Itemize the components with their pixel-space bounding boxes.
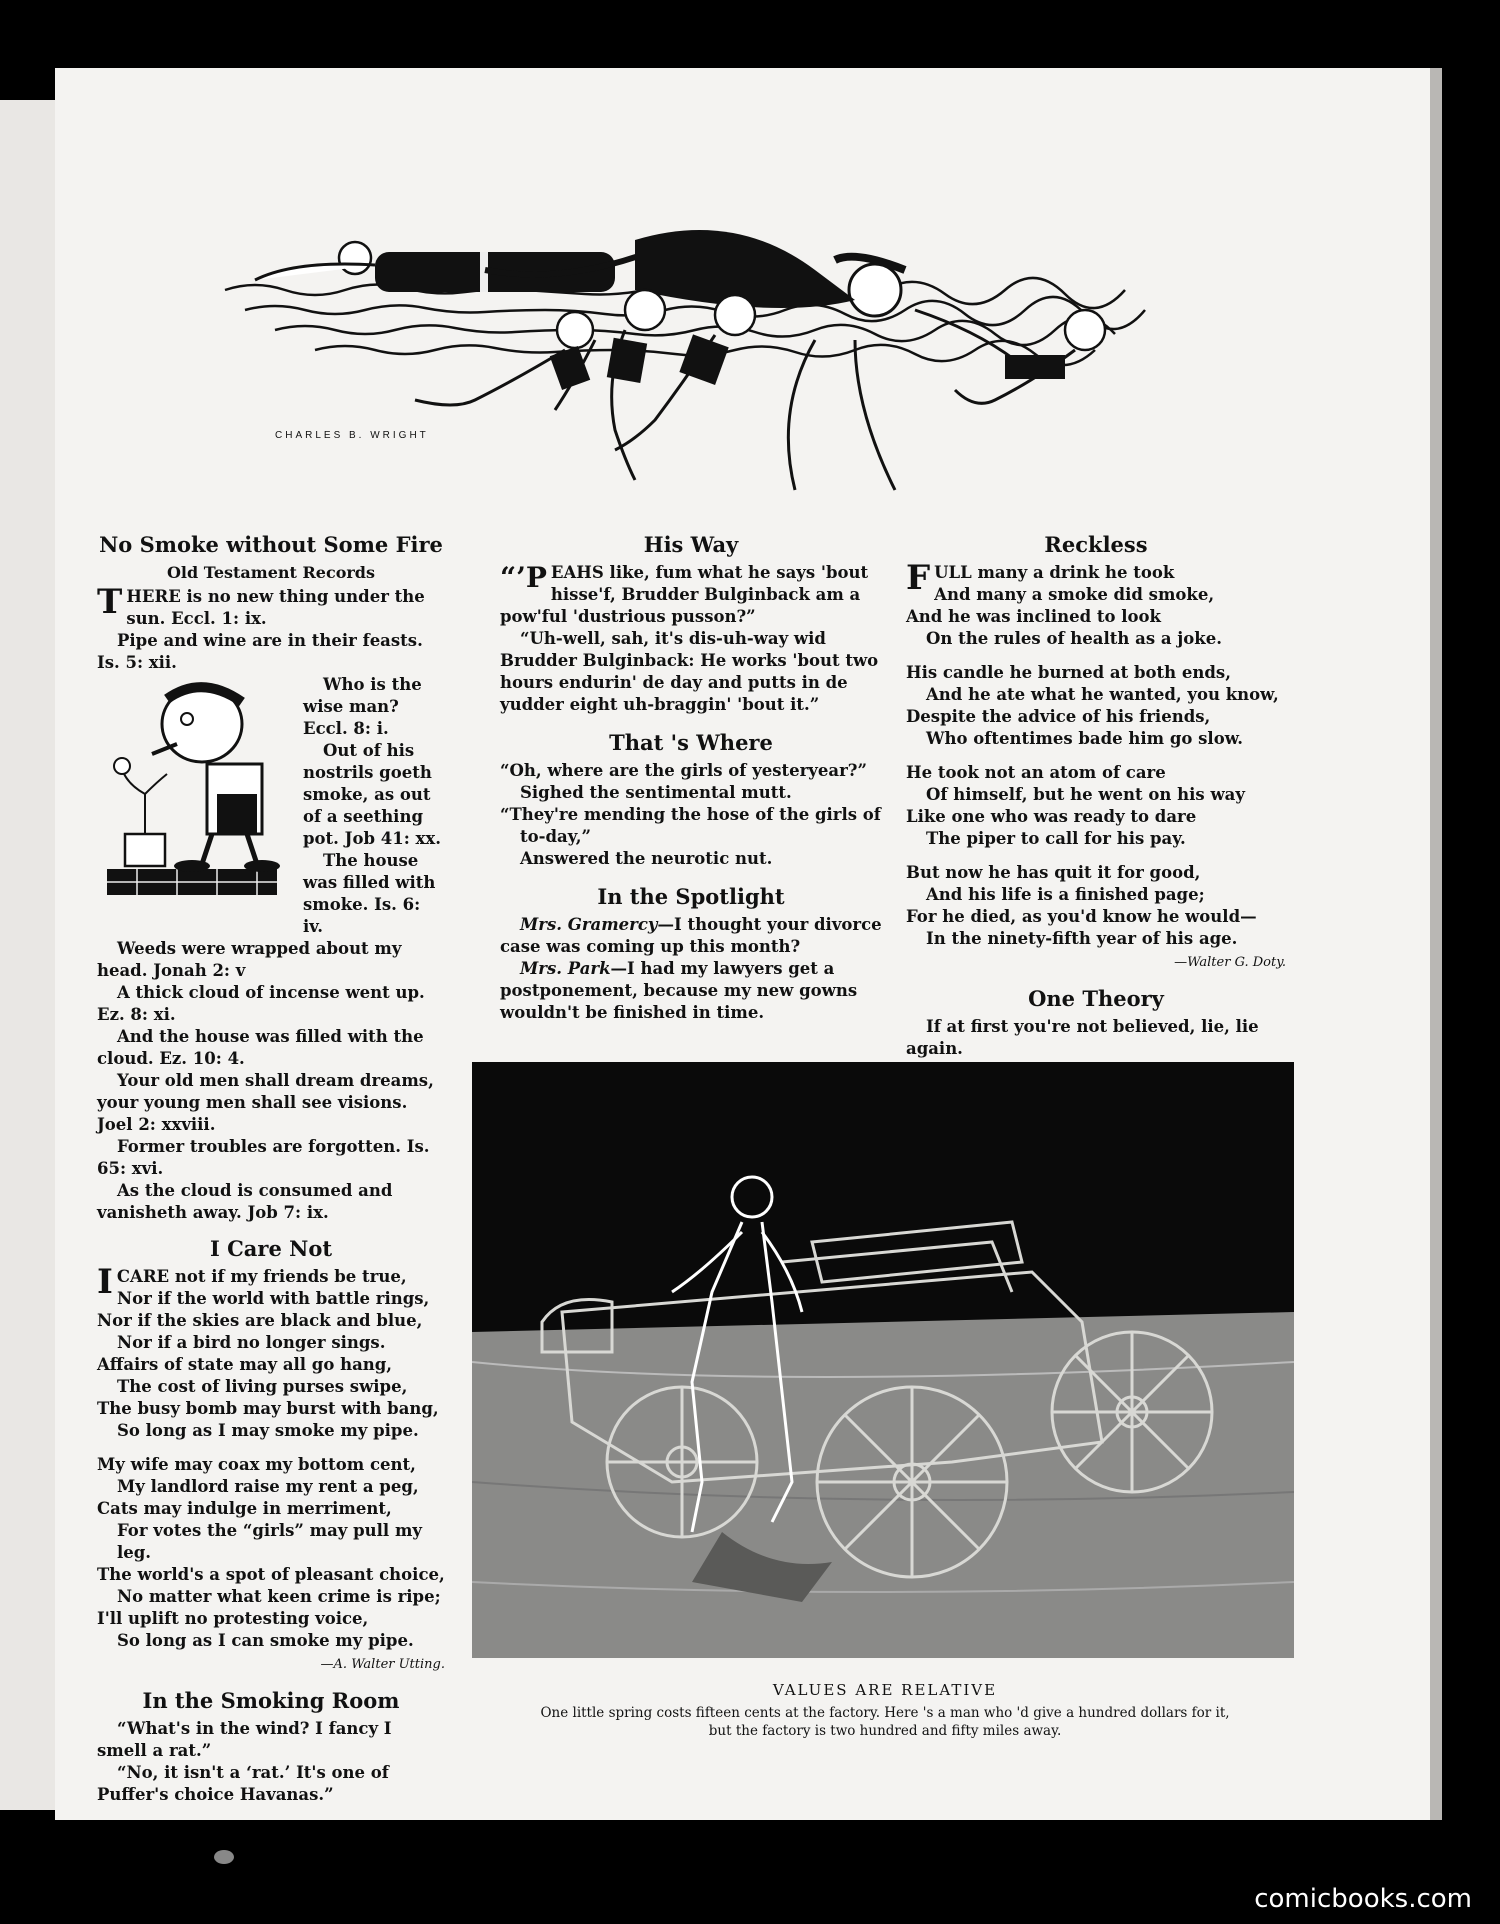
dropcap-t: T — [97, 582, 123, 622]
poem-line: CARE not if my friends be true, — [116, 1267, 407, 1286]
poem-line: Nor if the world with battle rings, — [117, 1289, 430, 1308]
spotlight-p1: —I thought your divorce case was coming up this month? — [500, 915, 882, 956]
poem-line: Nor if the skies are black and blue, — [97, 1311, 423, 1330]
caption-line-2: but the factory is two hundred and fifty miles away. — [708, 1723, 1062, 1739]
swimmers-illustration — [215, 210, 1215, 530]
poem-line: The world's a spot of pleasant choice, — [97, 1565, 445, 1584]
right-page-edge — [1430, 68, 1442, 1820]
speaker-park: Mrs. Park — [520, 959, 611, 978]
verse-8: And the house was filled with the cloud. Ez. 10: 4. — [97, 1027, 424, 1068]
poem-line: The piper to call for his pay. — [926, 829, 1186, 848]
poem-line: But now he has quit it for good, — [906, 863, 1201, 882]
verse-9: Your old men shall dream dreams, your young men shall see visions. Joel 2: xxviii. — [97, 1071, 434, 1134]
smoker-cartoon — [97, 674, 297, 899]
scan-artifact — [214, 1850, 234, 1864]
verse-3: Who is the wise man? Eccl. 8: i. — [303, 675, 422, 738]
poem-line: The cost of living purses swipe, — [117, 1377, 408, 1396]
verse-6: Weeds were wrapped about my head. Jonah 2: v — [97, 939, 402, 980]
poem-line: And many a smoke did smoke, — [934, 585, 1215, 604]
poem-line: I'll uplift no protesting voice, — [97, 1609, 369, 1628]
poem-line: So long as I may smoke my pipe. — [117, 1421, 419, 1440]
his-way-p2: “Uh-well, sah, it's dis-uh-way wid Brudder Bulginback: He works 'bout two hours endurin' de day and putts in de yudder eight uh-braggin' 'bout it.” — [500, 629, 879, 714]
poem-title-reckless: Reckless — [1044, 532, 1148, 557]
poem-line: His candle he burned at both ends, — [906, 663, 1231, 682]
poem-line: So long as I can smoke my pipe. — [117, 1631, 414, 1650]
poem-line: For votes the “girls” may pull my leg. — [117, 1521, 422, 1562]
poem-line: In the ninety-fifth year of his age. — [926, 929, 1238, 948]
poem-line: And his life is a finished page; — [926, 885, 1205, 904]
poem-line: Of himself, but he went on his way — [926, 785, 1245, 804]
where-line: “Oh, where are the girls of yesteryear?” — [500, 761, 867, 780]
dropcap-p: “’P — [500, 561, 547, 594]
where-line: “They're mending the hose of the girls of to-day,” — [500, 805, 881, 846]
his-way-p1: EAHS like, fum what he says 'bout hisse'f, Brudder Bulginback am a pow'ful 'dustrious pusson?” — [500, 563, 869, 626]
where-line: Sighed the sentimental mutt. — [520, 783, 792, 802]
smoking-p1: “What's in the wind? I fancy I smell a rat.” — [97, 1719, 392, 1760]
theory-text: If at first you're not believed, lie, lie again. — [906, 1017, 1259, 1058]
where-line: Answered the neurotic nut. — [520, 849, 773, 868]
poem-stanza-1 — [97, 1262, 445, 1442]
poem-line: Despite the advice of his friends, — [906, 707, 1211, 726]
poem-stanza-2 — [97, 1454, 445, 1652]
car-drawing — [472, 1062, 1294, 1658]
verse-4: Out of his nostrils goeth smoke, as out of a seething pot. Job 41: xx. — [303, 741, 441, 848]
reckless-stanza-3 — [906, 762, 1286, 850]
verse-7: A thick cloud of incense went up. Ez. 8: xi. — [97, 983, 425, 1024]
car-illustration — [472, 1062, 1294, 1658]
poem-line: Who oftentimes bade him go slow. — [926, 729, 1243, 748]
column-right — [906, 530, 1286, 1060]
poem-line: Affairs of state may all go hang, — [97, 1355, 393, 1374]
verse-5: The house was filled with smoke. Is. 6: iv. — [303, 851, 436, 936]
article-title-his-way: His Way — [643, 532, 739, 557]
dropcap-i: I — [97, 1262, 113, 1302]
poem-credit: —A. Walter Utting. — [320, 1657, 445, 1672]
poem-line: The busy bomb may burst with bang, — [97, 1399, 439, 1418]
poem-line: And he ate what he wanted, you know, — [926, 685, 1279, 704]
column-left — [97, 530, 445, 1806]
spotlight-p2: —I had my lawyers get a postponement, because my new gowns wouldn't be finished in time. — [500, 959, 858, 1022]
left-page-edge — [0, 100, 55, 1810]
poem-line: Cats may indulge in merriment, — [97, 1499, 392, 1518]
dropcap-f: F — [906, 558, 931, 598]
caption-text — [475, 1704, 1295, 1740]
reckless-stanza-4 — [906, 862, 1286, 950]
article-title-thats-where: That 's Where — [609, 730, 773, 755]
watermark: comicbooks.com — [1254, 1884, 1472, 1914]
speaker-gramercy: Mrs. Gramercy — [520, 915, 658, 934]
illustration-signature: CHARLES B. WRIGHT — [275, 430, 429, 441]
reckless-credit: —Walter G. Doty. — [1174, 955, 1286, 970]
poem-line: On the rules of health as a joke. — [926, 629, 1222, 648]
article-subtitle: Old Testament Records — [166, 563, 375, 582]
verse-10: Former troubles are forgotten. Is. 65: xvi. — [97, 1137, 430, 1178]
poem-line: Like one who was ready to dare — [906, 807, 1197, 826]
reckless-stanza-1 — [906, 558, 1286, 650]
poem-line: For he died, as you'd know he would— — [906, 907, 1257, 926]
verse-11: As the cloud is consumed and vanisheth away. Job 7: ix. — [97, 1181, 393, 1222]
reckless-stanza-2 — [906, 662, 1286, 750]
poem-line: My landlord raise my rent a peg, — [117, 1477, 419, 1496]
poem-line: My wife may coax my bottom cent, — [97, 1455, 416, 1474]
caption-title: VALUES ARE RELATIVE — [772, 1681, 998, 1699]
article-title-no-smoke: No Smoke without Some Fire — [99, 532, 443, 557]
article-title-smoking-room: In the Smoking Room — [142, 1688, 400, 1713]
verse-1: HERE is no new thing under the sun. Eccl. 1: ix. — [126, 587, 425, 628]
poem-line: Nor if a bird no longer sings. — [117, 1333, 386, 1352]
article-title-one-theory: One Theory — [1028, 986, 1164, 1011]
column-middle — [500, 530, 882, 1024]
article-title-spotlight: In the Spotlight — [597, 884, 785, 909]
caption-line-1: One little spring costs fifteen cents at the factory. Here 's a man who 'd give a hundred dollars for it, — [540, 1705, 1230, 1721]
smoking-p2: “No, it isn't a ‘rat.’ It's one of Puffer's choice Havanas.” — [97, 1763, 389, 1804]
poem-line: No matter what keen crime is ripe; — [117, 1587, 441, 1606]
poem-line: And he was inclined to look — [906, 607, 1161, 626]
verse-2: Pipe and wine are in their feasts. Is. 5: xii. — [97, 631, 423, 672]
poem-title-i-care-not: I Care Not — [209, 1236, 333, 1261]
poem-line: ULL many a drink he took — [934, 563, 1175, 582]
poem-line: He took not an atom of care — [906, 763, 1166, 782]
